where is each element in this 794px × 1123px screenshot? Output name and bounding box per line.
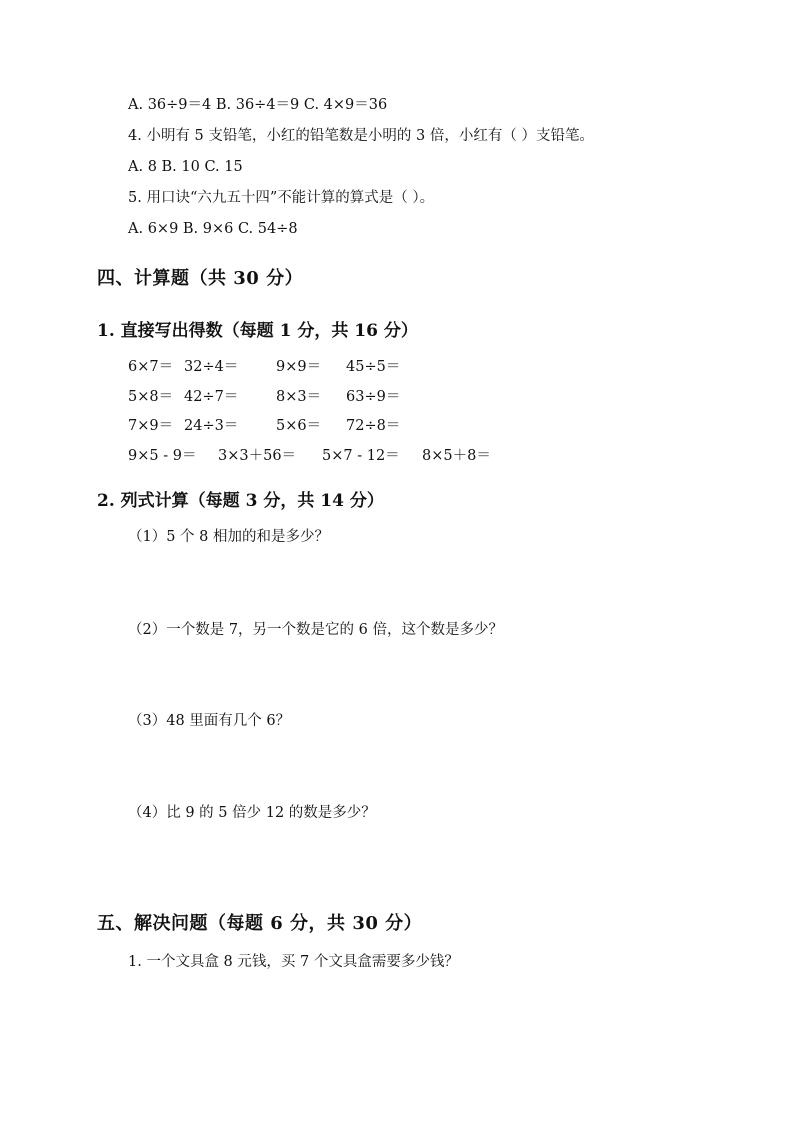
calc-item: 24÷3＝ <box>184 418 239 434</box>
calc-item: 63÷9＝ <box>346 389 401 405</box>
calc-item: 6×7＝ <box>128 359 174 375</box>
q5-options: A. 6×9 B. 9×6 C. 54÷8 <box>128 221 298 237</box>
calc-item: 8×3＝ <box>276 389 322 405</box>
calc-row <box>128 446 548 466</box>
section5-title: 五、解决问题（每题 6 分，共 30 分） <box>97 913 423 934</box>
calc-item: 5×6＝ <box>276 418 322 434</box>
q3-options: A. 36÷9＝4 B. 36÷4＝9 C. 4×9＝36 <box>128 97 388 113</box>
section4-title: 四、计算题（共 30 分） <box>97 268 304 289</box>
section4-part2-title: 2. 列式计算（每题 3 分，共 14 分） <box>97 491 384 511</box>
word-calc-item-4: （4）比 9 的 5 倍少 12 的数是多少？ <box>128 805 376 821</box>
calc-item: 9×5 - 9＝ <box>128 448 197 464</box>
q5-question: 5. 用口诀“六九五十四”不能计算的算式是（ ）。 <box>128 190 435 206</box>
calc-item: 5×7 - 12＝ <box>322 448 400 464</box>
q4-options: A. 8 B. 10 C. 15 <box>128 159 243 175</box>
calc-row <box>128 387 548 407</box>
calc-item: 7×9＝ <box>128 418 174 434</box>
word-calc-item-2: （2）一个数是 7，另一个数是它的 6 倍，这个数是多少？ <box>128 622 504 638</box>
calc-item: 8×5＋8＝ <box>422 448 491 464</box>
calc-item: 32÷4＝ <box>184 359 239 375</box>
calc-row <box>128 357 548 377</box>
section4-part1-title: 1. 直接写出得数（每题 1 分，共 16 分） <box>97 321 418 341</box>
word-calc-item-1: （1）5 个 8 相加的和是多少？ <box>128 529 330 545</box>
q4-question: 4. 小明有 5 支铅笔，小红的铅笔数是小明的 3 倍，小红有（ ）支铅笔。 <box>128 128 594 144</box>
calc-row <box>128 416 548 436</box>
calc-item: 9×9＝ <box>276 359 322 375</box>
calc-item: 5×8＝ <box>128 389 174 405</box>
calc-item: 45÷5＝ <box>346 359 401 375</box>
problem-item-1: 1. 一个文具盒 8 元钱，买 7 个文具盒需要多少钱？ <box>128 954 459 970</box>
word-calc-item-3: （3）48 里面有几个 6？ <box>128 713 291 729</box>
calc-item: 3×3＋56＝ <box>218 448 297 464</box>
calc-item: 42÷7＝ <box>184 389 239 405</box>
calc-item: 72÷8＝ <box>346 418 401 434</box>
